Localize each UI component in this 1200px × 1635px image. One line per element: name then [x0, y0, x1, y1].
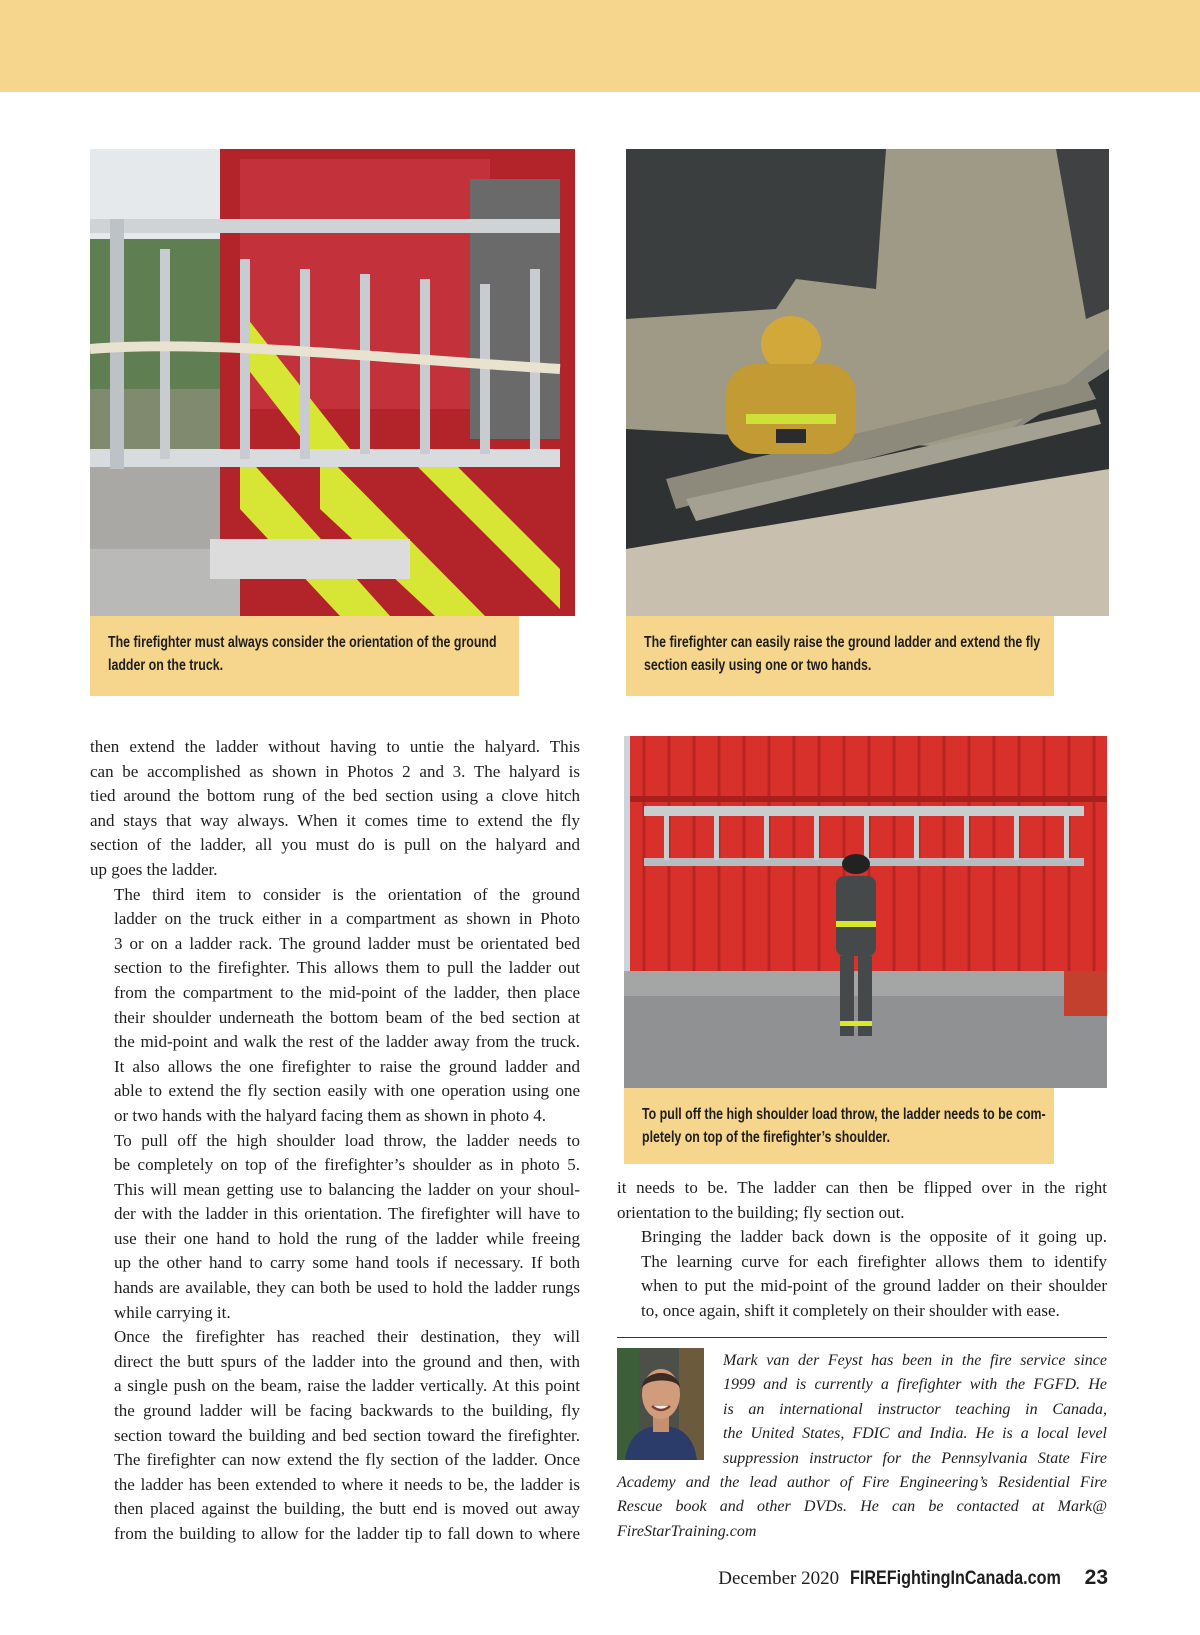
text-line: to, once again, shift it completely on their shoulder with ease. — [641, 1300, 1060, 1320]
bio-line: suppression instructor for the Pennsylvania State Fire — [723, 1449, 1107, 1467]
text-line: This will mean getting use to balancing the ladder on your shoul- — [114, 1179, 580, 1199]
photo3-caption — [624, 1088, 1054, 1164]
photo-ladder-on-truck — [90, 149, 575, 616]
text-line: tied around the bottom rung of the bed section using a clove hitch — [90, 786, 580, 806]
caption-line: The firefighter must always consider the orientation of the ground — [108, 634, 497, 651]
text-line: be completely on top of the firefighter’s shoulder as in photo 5. — [114, 1155, 580, 1175]
text-line: up goes the ladder. — [90, 859, 218, 879]
text-line: The learning curve for each firefighter allows them to identify — [641, 1251, 1107, 1271]
page-footer — [718, 1566, 1108, 1590]
text-line: from the building to allow for the ladder tip to fall down to where — [114, 1524, 580, 1543]
text-line: section to the firefighter. This allows them to pull the ladder out — [114, 958, 580, 978]
paragraph — [617, 1176, 1107, 1225]
bio-divider — [617, 1337, 1107, 1338]
text-line: orientation to the building; fly section out. — [617, 1202, 905, 1222]
text-line: the mid-point and walk the rest of the ladder away from the truck. — [114, 1032, 580, 1052]
text-line: while carrying it. — [114, 1302, 231, 1322]
header-band — [0, 0, 1200, 92]
text-line: their shoulder underneath the bottom beam of the bed section at — [114, 1007, 580, 1027]
bio-line: the United States, FDIC and India. He is a local level — [723, 1425, 1107, 1443]
paragraph — [90, 1325, 580, 1546]
text-line: 3 or on a ladder rack. The ground ladder must be orientated bed — [114, 933, 580, 953]
text-line: hands are available, they can both be used to hold the ladder rungs — [114, 1278, 580, 1298]
text-line: To pull off the high shoulder load throw, the ladder needs to — [114, 1130, 580, 1150]
photo2-caption — [626, 616, 1054, 696]
photo1-caption — [90, 616, 519, 696]
text-line: then extend the ladder without having to untie the halyard. This — [90, 737, 580, 756]
text-line: the ladder has been extended to where it needs to be, the ladder is — [114, 1474, 580, 1494]
caption-line: To pull off the high shoulder load throw, the ladder needs to be com- — [642, 1106, 1046, 1123]
text-line: or two hands with the halyard facing them as shown in photo 4. — [114, 1105, 547, 1125]
text-line: der with the ladder in this orientation. The firefighter will have to — [114, 1204, 580, 1224]
text-line: Bringing the ladder back down is the opposite of it going up. — [641, 1227, 1107, 1247]
text-line: the ground ladder will be facing backwards to the building, fly — [114, 1401, 580, 1421]
issue-date: December 2020 — [718, 1568, 840, 1589]
text-line: and stays that way always. When it comes time to extend the fly — [90, 810, 580, 830]
text-line: up the other hand to carry some hand tools if necessary. If both — [114, 1253, 580, 1273]
paragraph — [90, 735, 580, 883]
text-line: it needs to be. The ladder can then be flipped over in the right — [617, 1178, 1107, 1197]
paragraph — [617, 1225, 1107, 1323]
text-line: from the compartment to the mid-point of the ladder, then place — [114, 982, 580, 1002]
photo-firefighter-raising-ladder — [626, 149, 1109, 616]
right-column-text — [617, 1176, 1107, 1324]
caption-line: The firefighter can easily raise the ground ladder and extend the fly — [644, 634, 1041, 651]
paragraph — [90, 883, 580, 1129]
caption-line: section easily using one or two hands. — [644, 657, 872, 674]
text-line: The firefighter can now extend the fly section of the ladder. Once — [114, 1450, 580, 1470]
text-line: section of the ladder, all you must do is pull on the halyard and — [90, 835, 580, 855]
caption-line: pletely on top of the firefighter’s shoulder. — [642, 1129, 891, 1146]
paragraph — [90, 1129, 580, 1326]
text-line: ladder on the truck either in a compartment as shown in Photo — [114, 909, 580, 929]
bio-line: Rescue book and other DVDs. He can be contacted at Mark@ — [617, 1498, 1107, 1516]
text-line: able to extend the fly section easily with one operation using one — [114, 1081, 580, 1101]
text-line: a single push on the beam, raise the ladder vertically. At this point — [114, 1376, 580, 1396]
text-line: use their one hand to hold the rung of the ladder while freeing — [114, 1228, 580, 1248]
left-column-text — [90, 735, 580, 1547]
photo-shoulder-carry — [624, 736, 1107, 1088]
text-line: Once the firefighter has reached their destination, they will — [114, 1327, 580, 1347]
text-line: then placed against the building, the butt end is moved out away — [114, 1499, 580, 1519]
text-line: section toward the building and bed section toward the firefighter. — [114, 1425, 580, 1445]
text-line: when to put the mid-point of the ground ladder on their shoulder — [641, 1276, 1107, 1296]
bio-line: Academy and the lead author of Fire Engineering’s Residential Fire — [617, 1474, 1107, 1491]
author-bio — [723, 1349, 1107, 1471]
page-number: 23 — [1084, 1566, 1108, 1589]
bio-line: Mark van der Feyst has been in the fire service since — [723, 1352, 1107, 1369]
author-bio-continued — [617, 1471, 1107, 1544]
text-line: can be accomplished as shown in Photos 2 and 3. The halyard is — [90, 761, 580, 781]
bio-line: 1999 and is currently a firefighter with the FGFD. He — [723, 1376, 1107, 1394]
website-name: FIREFightingInCanada.com — [849, 1568, 1061, 1589]
bio-line: FireStarTraining.com — [617, 1522, 757, 1540]
text-line: direct the butt spurs of the ladder into the ground and then, with — [114, 1351, 580, 1371]
bio-line: is an international instructor teaching in Canada, — [723, 1400, 1107, 1418]
text-line: The third item to consider is the orientation of the ground — [114, 884, 580, 904]
author-photo — [617, 1348, 704, 1460]
text-line: It also allows the one firefighter to raise the ground ladder and — [114, 1056, 580, 1076]
caption-line: ladder on the truck. — [108, 657, 224, 674]
